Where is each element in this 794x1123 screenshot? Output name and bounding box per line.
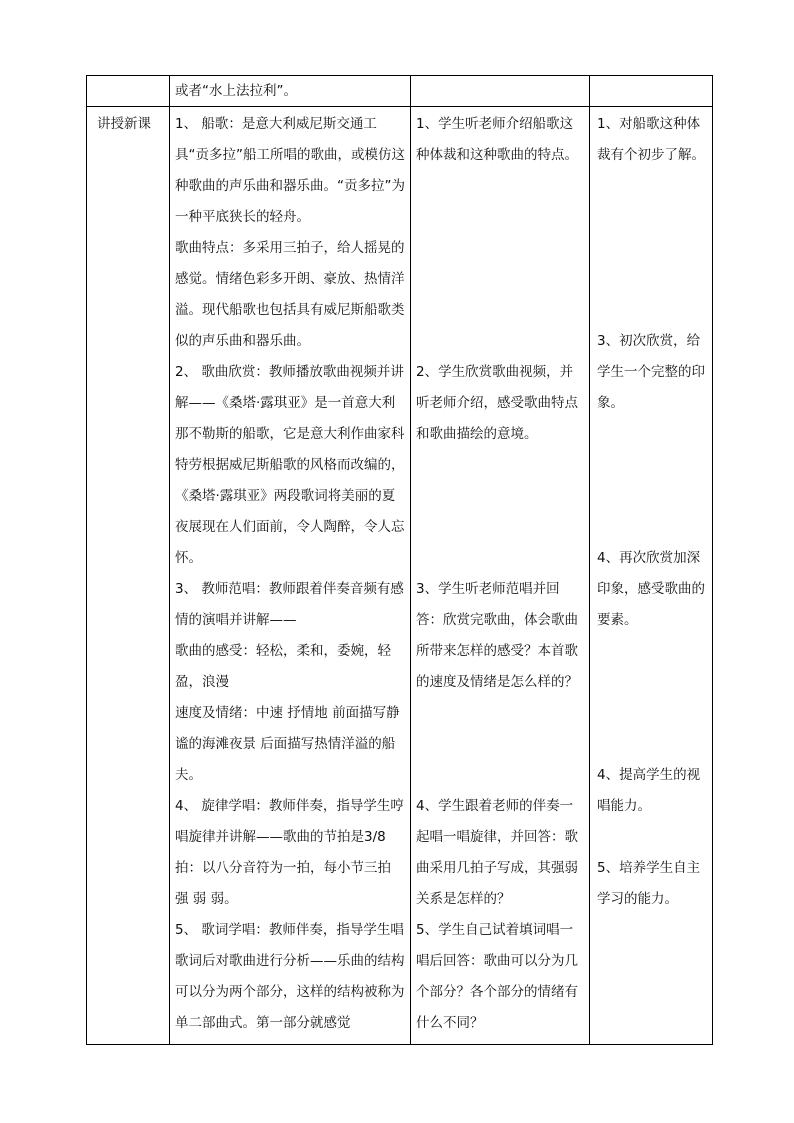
student-activity-1: 1、学生听老师介绍船歌这种体裁和这种歌曲的特点。 [416, 116, 578, 163]
design-intent-5: 5、培养学生自主学习的能力。 [597, 860, 701, 907]
design-intent-4a: 4、再次欣赏加深印象，感受歌曲的要素。 [597, 550, 705, 628]
design-intent-4b: 4、提高学生的视唱能力。 [597, 767, 701, 814]
student-activity-cell-empty [411, 76, 590, 107]
content-item-teacher-demo: 3、 教师范唱：教师跟着伴奏音频有感情的演唱并讲解—— [175, 581, 404, 628]
student-activity-5: 5、学生自己试着填词唱一唱后回答：歌曲可以分为几个部分？各个部分的情绪有什么不同？ [416, 922, 578, 1031]
design-intent-cell-empty [590, 76, 713, 107]
design-intent-3: 3、初次欣赏，给学生一个完整的印象。 [597, 333, 705, 411]
design-intent-1: 1、对船歌这种体裁有个初步了解。 [597, 116, 705, 163]
table-row-new-lesson [87, 107, 713, 1045]
continuation-text: 或者“水上法拉利”。 [175, 83, 297, 99]
section-cell-empty [87, 76, 170, 107]
content-item-melody-learning: 4、 旋律学唱：教师伴奏，指导学生哼唱旋律并讲解——歌曲的节拍是3/8 拍：以八分音符为一拍，每小节三拍 强 弱 弱。 [175, 798, 404, 907]
student-activity-3: 3、学生听老师范唱并回答：欣赏完歌曲，体会歌曲所带来怎样的感受？本首歌的速度及情绪是怎么样的？ [416, 581, 578, 690]
content-item-boat-song: 1、 船歌：是意大利威尼斯交通工具“贡多拉”船工所唱的歌曲，或模仿这种歌曲的声乐曲和器乐曲。“贡多拉”为一种平底狭长的轻舟。 [175, 116, 405, 225]
table-row-continuation [87, 76, 713, 107]
content-item-lyrics-learning: 5、 歌词学唱：教师伴奏，指导学生唱歌词后对歌曲进行分析——乐曲的结构可以分为两个部分，这样的结构被称为单二部曲式。第一部分就感觉 [175, 922, 405, 1031]
content-item-tempo-mood: 速度及情绪：中速 抒情地 前面描写静谧的海滩夜景 后面描写热情洋溢的船夫。 [175, 705, 400, 783]
section-label: 讲授新课 [97, 116, 151, 132]
section-label-cell [87, 107, 170, 1045]
student-activity-2: 2、学生欣赏歌曲视频，并听老师介绍，感受歌曲特点和歌曲描绘的意境。 [416, 364, 578, 442]
content-item-song-appreciation: 2、 歌曲欣赏：教师播放歌曲视频并讲解——《桑塔·露琪亚》是一首意大利那不勒斯的船歌，它是意大利作曲家科特劳根据威尼斯船歌的风格而改编的，《桑塔·露琪亚》两段歌词将美丽的夏夜展现在人们面前，令人陶醉，令人忘怀。 [175, 364, 405, 566]
content-item-song-feeling: 歌曲的感受：轻松，柔和，委婉，轻盈，浪漫 [175, 643, 391, 690]
student-activity-cell [411, 107, 590, 1045]
teaching-content-cell [170, 107, 411, 1045]
student-activity-4: 4、学生跟着老师的伴奏一起唱一唱旋律，并回答：歌曲采用几拍子写成，其强弱关系是怎样的？ [416, 798, 578, 907]
teaching-content-cell [170, 76, 411, 107]
content-item-song-features: 歌曲特点：多采用三拍子，给人摇晃的感觉。情绪色彩多开朗、豪放、热情洋溢。现代船歌也包括具有威尼斯船歌类似的声乐曲和器乐曲。 [175, 240, 405, 349]
design-intent-cell [590, 107, 713, 1045]
lesson-plan-table [86, 75, 713, 1045]
